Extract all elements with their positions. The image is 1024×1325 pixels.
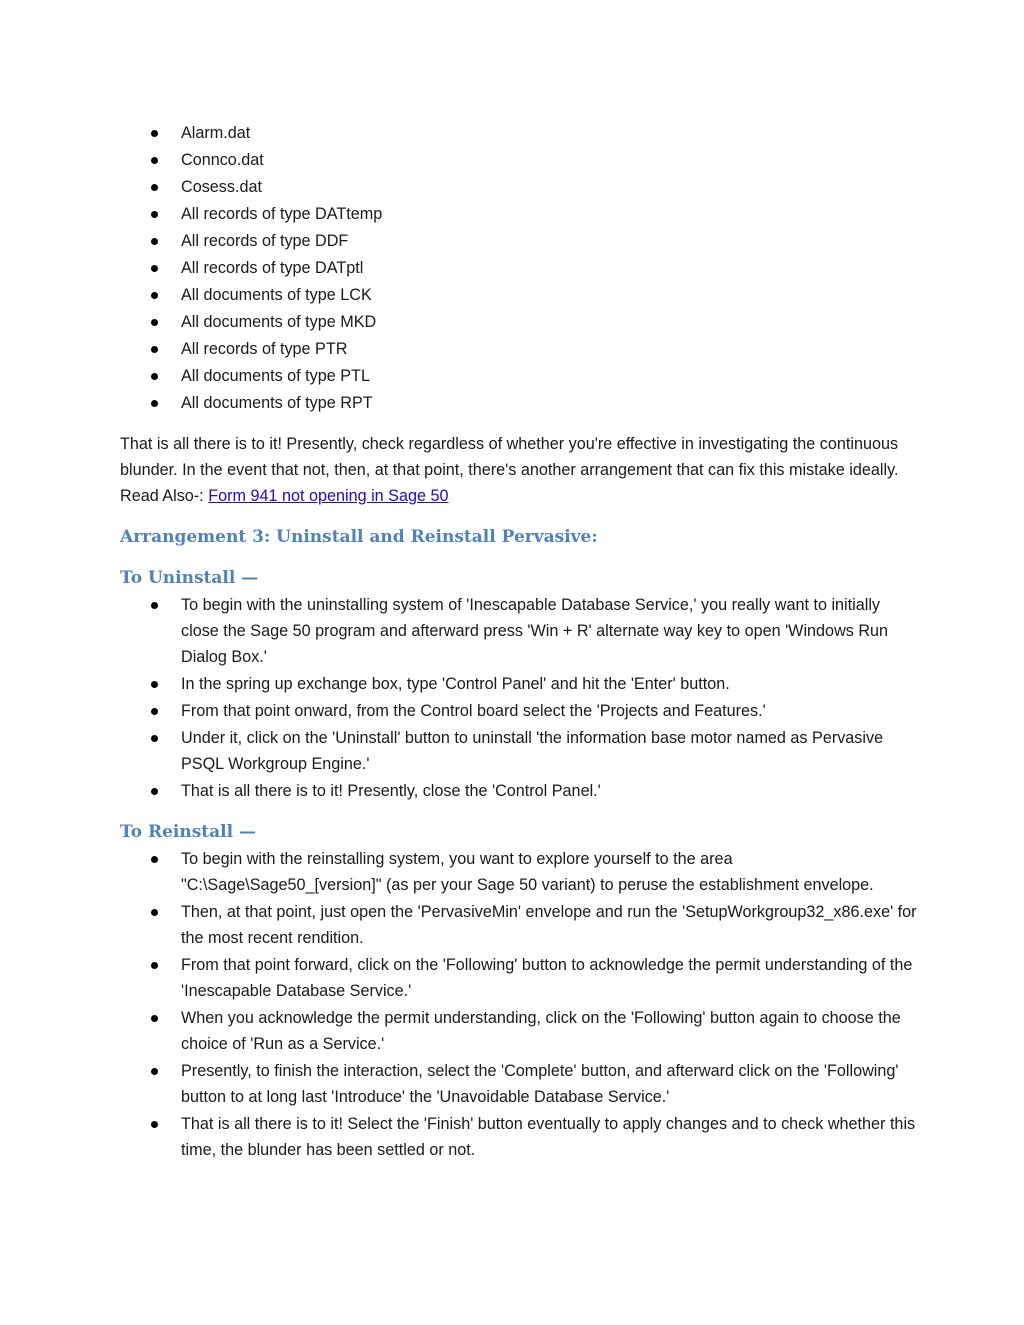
list-item [150,899,920,951]
list-item-text: All documents of type PTL [181,367,370,385]
list-item [150,1005,920,1057]
bullet-icon [151,211,158,218]
list-item [150,698,920,724]
bullet-icon [151,681,158,688]
bullet-icon [151,373,158,380]
list-item [150,592,920,670]
list-item-text: All records of type PTR [181,340,348,358]
list-item-text: Then, at that point, just open the 'PervasiveMin' envelope and run the 'SetupWorkgroup32_x86.exe' for the most recent rendition. [181,903,917,947]
list-item [150,671,920,697]
bullet-icon [151,962,158,969]
bullet-icon [151,788,158,795]
intro-paragraph [120,431,910,509]
list-item [150,725,920,777]
bullet-icon [151,346,158,353]
list-item [150,282,920,308]
intro-paragraph-text: That is all there is to it! Presently, check regardless of whether you're effective in investigating the continuous blunder. In the event that not, then, at that point, there's another arrangement that can fix this mistake ideally. Read Also-: [120,435,899,505]
bullet-icon [151,909,158,916]
list-item-text: All documents of type RPT [181,394,373,412]
bullet-icon [151,292,158,299]
list-item [150,952,920,1004]
related-article-link[interactable]: Form 941 not opening in Sage 50 [208,487,449,505]
bullet-icon [151,319,158,326]
reinstall-steps-list [150,846,920,1164]
bullet-icon [151,708,158,715]
bullet-icon [151,400,158,407]
list-item-text: All records of type DDF [181,232,349,250]
list-item-text: To begin with the uninstalling system of 'Inescapable Database Service,' you really want to initially close the Sage 50 program and afterward press 'Win + R' alternate way key to open 'Windows Run Dialog Box.' [181,596,889,666]
list-item [150,1058,920,1110]
list-item-text: Presently, to finish the interaction, select the 'Complete' button, and afterward click on the 'Following' button to at long last 'Introduce' the 'Unavoidable Database Service.' [181,1062,899,1106]
list-item-text: All records of type DATtemp [181,205,383,223]
list-item-text: From that point onward, from the Control board select the 'Projects and Features.' [181,702,766,720]
list-item [150,363,920,389]
list-item-text: That is all there is to it! Select the 'Finish' button eventually to apply changes and to check whether this time, the blunder has been settled or not. [181,1115,916,1159]
bullet-icon [151,157,158,164]
list-item [150,846,920,898]
list-item-text: Connco.dat [181,151,264,169]
list-item-text: When you acknowledge the permit understanding, click on the 'Following' button again to choose the choice of 'Run as a Service.' [181,1009,901,1053]
list-item [150,174,920,200]
uninstall-heading: To Uninstall — [120,568,259,588]
file-list [150,120,920,417]
list-item [150,147,920,173]
list-item [150,201,920,227]
bullet-icon [151,1121,158,1128]
list-item-text: In the spring up exchange box, type 'Control Panel' and hit the 'Enter' button. [181,675,730,693]
reinstall-heading: To Reinstall — [120,822,256,842]
list-item-text: Alarm.dat [181,124,251,142]
bullet-icon [151,184,158,191]
list-item [150,390,920,416]
bullet-icon [151,602,158,609]
list-item-text: To begin with the reinstalling system, you want to explore yourself to the area "C:\Sage\Sage50_[version]" (as per your Sage 50 variant) to peruse the establishment envelope. [181,850,874,894]
list-item-text: That is all there is to it! Presently, close the 'Control Panel.' [181,782,601,800]
list-item [150,336,920,362]
list-item-text: All documents of type LCK [181,286,372,304]
list-item-text: Under it, click on the 'Uninstall' button to uninstall 'the information base motor named as Pervasive PSQL Workgroup Engine.' [181,729,884,773]
list-item-text: From that point forward, click on the 'Following' button to acknowledge the permit understanding of the 'Inescapable Database Service.' [181,956,913,1000]
uninstall-steps-list [150,592,920,805]
bullet-icon [151,265,158,272]
bullet-icon [151,1068,158,1075]
list-item-text: Cosess.dat [181,178,262,196]
list-item [150,228,920,254]
bullet-icon [151,130,158,137]
bullet-icon [151,238,158,245]
bullet-icon [151,856,158,863]
arrangement-heading: Arrangement 3: Uninstall and Reinstall Pervasive: [120,527,598,547]
list-item [150,1111,920,1163]
bullet-icon [151,1015,158,1022]
bullet-icon [151,735,158,742]
list-item [150,309,920,335]
list-item-text: All documents of type MKD [181,313,377,331]
list-item [150,778,920,804]
list-item-text: All records of type DATptl [181,259,364,277]
list-item [150,255,920,281]
list-item [150,120,920,146]
